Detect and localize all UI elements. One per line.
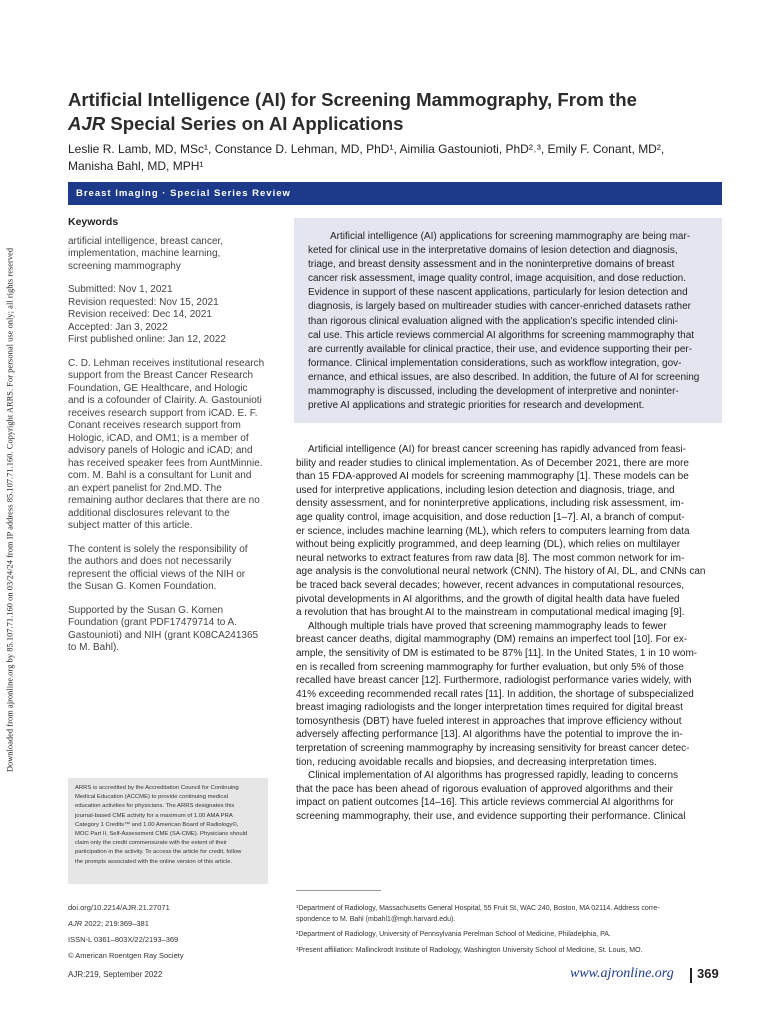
cme-line: the prompts associated with the online version of this article.: [75, 858, 233, 865]
date-submitted: Submitted: Nov 1, 2021: [68, 284, 173, 295]
abstract-line: than rigorous clinical evaluation aligned with the application’s specific intended clini-: [308, 315, 679, 327]
body-line: used for interpretive applications, including lesion detection and diagnosis, triage, and: [296, 484, 675, 496]
disclosure-line: C. D. Lehman receives institutional research: [68, 357, 265, 369]
abstract-line: diagnosis, is largely based on multireader studies with cancer-enriched datasets rather: [308, 301, 691, 313]
keywords-heading: Keywords: [68, 216, 119, 228]
disclosure-line: remaining author declares that there are no: [68, 495, 260, 506]
disclosure-line: has received speaker fees from AuntMinnie.: [68, 457, 263, 469]
author-list: [68, 141, 678, 175]
footnote-1: ¹Department of Radiology, Massachusetts General Hospital, 55 Fruit St, WAC 240, Boston, MA 02114. Address corre-: [296, 905, 660, 912]
body-line: neural networks to extract features from raw data [8]. The most common network for im-: [296, 552, 685, 564]
keywords-line: implementation, machine learning,: [68, 248, 221, 259]
footnotes: [296, 903, 722, 956]
cme-line: Medical Education (ACCME) to provide continuing medical: [75, 794, 228, 801]
responsibility-line: The content is solely the responsibility of: [68, 543, 248, 555]
citation-journal: AJR: [68, 919, 83, 928]
abstract-box: [294, 218, 722, 423]
disclosure-line: Hologic, iCAD, and OM1; is a member of: [68, 432, 249, 444]
abstract-line: cancer risk assessment, image quality control, image acquisition, and dose reduction.: [308, 273, 686, 285]
disclosure-statement: [68, 358, 273, 533]
title-journal-italic: AJR: [68, 113, 106, 134]
body-line: 41% exceeding recommended recall rates [11]. In addition, the shortage of subspecialized: [296, 688, 694, 700]
body-line: than 15 FDA-approved AI models for screening mammography [1]. These models can be: [296, 471, 689, 483]
body-line: bility and reader studies to clinical implementation. As of December 2021, there are more: [296, 457, 689, 469]
disclosure-line: support from the Breast Cancer Research: [68, 370, 254, 381]
cme-line: ARRS is accredited by the Accreditation Council for Continuing: [75, 785, 239, 791]
title-line-1: Artificial Intelligence (AI) for Screening Mammography, From the: [68, 89, 637, 110]
funding-line: Gastounioti) and NIH (grant K08CA241365: [68, 629, 259, 641]
body-line: terpretation of screening mammography by increasing sensitivity for breast cancer detec-: [296, 743, 690, 755]
cme-line: education activities for physicians. The ARRS designates this: [75, 803, 235, 810]
keywords-line: artificial intelligence, breast cancer,: [68, 235, 224, 247]
body-line: en is recalled from screening mammography for further evaluation, but only 5% of those: [296, 661, 684, 673]
body-line: adversely affecting performance [13]. AI algorithms have the potential to improve the in-: [296, 729, 683, 741]
body-line: breast imaging radiologists and the longer interpretation times required for digital breast: [296, 702, 683, 714]
disclosure-line: com. M. Bahl is a consultant for Lunit and: [68, 470, 252, 481]
cme-line: MOC Part II, Self-Assessment CME (SA-CME). Physicians should: [75, 831, 248, 838]
body-line: Artificial intelligence (AI) for breast cancer screening has rapidly advanced from feasi-: [308, 444, 686, 455]
abstract-line: formance. Clinical implementation considerations, such as workflow integration, gov-: [308, 357, 682, 369]
abstract-line: mammography is discussed, including the development of interpretive and noninter-: [308, 386, 679, 398]
body-line: age analysis is the convolutional neural network (CNN). The history of AI, DL, and CNNs can: [296, 566, 706, 578]
page-number-divider: [690, 968, 692, 983]
disclosure-line: an expert panelist for 2nd.MD. The: [68, 482, 222, 494]
footnote-3: ³Present affiliation: Mallinckrodt Institute of Radiology, Washington University School of Medicine, St. Louis, MO.: [296, 946, 643, 954]
article-dates: [68, 284, 273, 347]
body-line: Clinical implementation of AI algorithms has progressed rapidly, leading to concerns: [308, 770, 679, 782]
body-line: tion, reducing avoidable recalls and biopsies, and decreasing interpretation times.: [296, 756, 657, 768]
citation-volume: 2022; 219:369–381: [82, 919, 149, 928]
body-line: ample, the sensitivity of DM is estimated to be 87% [11]. In the United States, 1 in 10 wom-: [296, 647, 698, 659]
authors-line-1: Leslie R. Lamb, MD, MSc¹, Constance D. Lehman, MD, PhD¹, Aimilia Gastounioti, PhD²˒³, Emily F. Conant, MD²,: [68, 142, 665, 156]
disclosure-line: additional disclosures relevant to the: [68, 507, 230, 519]
cme-line: claim only the credit commensurate with the extent of their: [75, 840, 227, 847]
body-line: breast cancer deaths, digital mammography (DM) remains an imperfect tool [10]. For ex-: [296, 634, 688, 646]
article-title: [68, 88, 748, 136]
funding-line: Foundation (grant PDF17479714 to A.: [68, 617, 238, 628]
responsibility-line: the Susan G. Komen Foundation.: [68, 581, 217, 592]
disclosure-line: receives research support from iCAD. E. F.: [68, 407, 258, 419]
cme-line: participation in the activity. To access the article for credit, follow: [75, 849, 242, 856]
body-line: impact on patient outcomes [14–16]. This article reviews commercial AI algorithms for: [296, 797, 674, 809]
copyright: © American Roentgen Ray Society: [68, 951, 184, 960]
page-number: 369: [697, 966, 719, 981]
date-revision-received: Revision received: Dec 14, 2021: [68, 309, 212, 320]
footnote-1-cont: spondence to M. Bahl (mbahl1@mgh.harvard.edu).: [296, 916, 456, 924]
funding-statement: [68, 605, 273, 655]
footnote-2: ²Department of Radiology, University of Pennsylvania Perelman School of Medicine, Philadelphia, PA.: [296, 931, 611, 939]
abstract-line: ernance, and ethical issues, are also described. In addition, the future of AI for screening: [308, 371, 700, 383]
disclosure-line: subject matter of this article.: [68, 520, 193, 531]
title-line-2-rest: Special Series on AI Applications: [105, 113, 404, 134]
body-line: that the pace has been ahead of rigorous evaluation of approved algorithms and their: [296, 783, 673, 795]
disclosure-line: Foundation, GE Healthcare, and Hologic: [68, 382, 248, 394]
journal-website-link[interactable]: www.ajronline.org: [570, 966, 674, 981]
disclosure-line: advisory panels of Hologic and iCAD; and: [68, 445, 253, 456]
body-line: tomosynthesis (DBT) have fueled interest in approaches that improve efficiency without: [296, 715, 682, 727]
abstract-line: cal use. This article reviews commercial AI algorithms for screening mammography that: [308, 329, 695, 341]
abstract-line: Evidence in support of these nascent applications, particularly for lesion detection and: [308, 287, 688, 299]
responsibility-statement: [68, 544, 273, 594]
funding-line: Supported by the Susan G. Komen: [68, 604, 224, 616]
journal-issue: AJR:219, September 2022: [68, 970, 163, 979]
abstract-line: keted for clinical use in the interpretative domains of lesion detection and diagnosis,: [308, 245, 678, 257]
authors-line-2: Manisha Bahl, MD, MPH¹: [68, 159, 204, 173]
funding-line: to M. Bahl).: [68, 642, 120, 653]
abstract-line: Artificial intelligence (AI) applications for screening mammography are being mar-: [330, 231, 691, 242]
cme-line: journal-based CME activity for a maximum of 1.00 AMA PRA: [75, 812, 233, 819]
keywords-line: screening mammography: [68, 260, 181, 272]
date-published-online: First published online: Jan 12, 2022: [68, 334, 226, 345]
issn: ISSN-L 0361–803X/22/2193–369: [68, 935, 179, 944]
keywords-list: [68, 236, 273, 274]
date-revision-requested: Revision requested: Nov 15, 2021: [68, 296, 219, 308]
download-notice: [3, 188, 17, 833]
citation: [68, 916, 278, 932]
date-accepted: Accepted: Jan 3, 2022: [68, 321, 168, 333]
body-line: Although multiple trials have proved that screening mammography leads to fewer: [308, 620, 667, 632]
article-metadata: [68, 900, 278, 964]
body-line: age quality control, image acquisition, and dose reduction [1–7]. AI, a branch of comput-: [296, 511, 685, 523]
disclosure-line: Conant receives research support from: [68, 420, 241, 431]
responsibility-line: represent the official views of the NIH or: [68, 568, 246, 580]
disclosure-line: and is a cofounder of Clairity. A. Gastounioti: [68, 395, 262, 406]
download-notice-text: Downloaded from ajronline.org by 85.107.71.160 on 03/24/24 from IP address 85.107.71.160. Copyright ARRS. For personal use only; all rights reserved: [5, 247, 15, 773]
responsibility-line: the authors and does not necessarily: [68, 556, 232, 567]
body-line: without being explicitly programmed, and deep learning (DL), which relies on multilayer: [296, 539, 681, 551]
abstract-line: triage, and breast density assessment and in the noninterpretive domains of breast: [308, 259, 675, 271]
abstract-line: pretive AI applications and strategic priorities for research and development.: [308, 400, 645, 412]
abstract-line: are currently available for clinical practice, their use, and evidence supporting their per-: [308, 343, 693, 355]
body-line: screening mammography, their use, and evidence supporting their performance. Clinical: [296, 811, 686, 823]
body-line: er science, includes machine learning (ML), which refers to computers learning from data: [296, 525, 690, 537]
cme-box: [68, 778, 268, 884]
doi-link[interactable]: doi.org/10.2214/AJR.21.27071: [68, 903, 170, 912]
body-line: recalled have breast cancer [12]. Furthermore, radiologist performance varies widely, with: [296, 675, 692, 687]
section-banner: Breast Imaging · Special Series Review: [68, 182, 722, 205]
body-line: density assessment, and for noninterpretive applications, including risk assessment, im-: [296, 498, 684, 510]
left-sidebar: [68, 216, 273, 666]
body-line: a revolution that has brought AI to the mainstream in computational medical imaging [9].: [296, 607, 685, 619]
body-text: [296, 443, 722, 824]
body-line: be traced back several decades; however, recent advances in computational resources,: [296, 579, 684, 591]
title-line-2: [68, 112, 748, 136]
cme-line: Category 1 Credits™ and 1.00 American Board of Radiology©,: [75, 821, 239, 828]
body-line: pivotal developments in AI algorithms, and the growth of digital health data have fueled: [296, 593, 680, 605]
footnote-divider: [296, 890, 381, 891]
